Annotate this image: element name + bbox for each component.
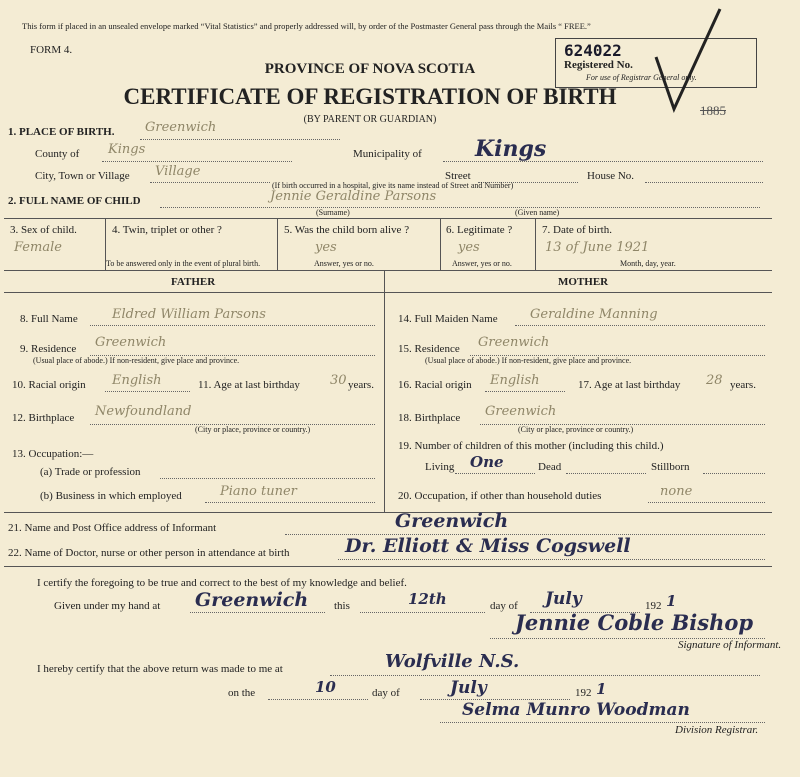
father-birthplace-value: Newfoundland bbox=[95, 404, 192, 419]
postal-notice: This form if placed in an unsealed envelope marked “Vital Statistics” and properly addressed will, by order of the Postmaster General pass through the Mails “ FREE.” bbox=[22, 21, 591, 31]
city-label: City, Town or Village bbox=[35, 170, 130, 182]
registrar-signature: Selma Munro Woodman bbox=[462, 700, 690, 720]
twin-label: 4. Twin, triplet or other ? bbox=[112, 224, 222, 236]
mother-age-value: 28 bbox=[706, 373, 723, 388]
born-alive-label: 5. Was the child born alive ? bbox=[284, 224, 410, 236]
father-age-label: 11. Age at last birthday bbox=[198, 379, 300, 391]
sex-value: Female bbox=[14, 240, 62, 255]
father-business-label: (b) Business in which employed bbox=[40, 490, 182, 502]
father-years-label: years. bbox=[348, 379, 374, 391]
registrar-year-prefix: 192 bbox=[575, 687, 592, 699]
sex-label: 3. Sex of child. bbox=[10, 224, 77, 236]
given-month-value: July bbox=[545, 589, 582, 609]
born-alive-value: yes bbox=[315, 240, 337, 255]
living-value: One bbox=[470, 453, 504, 471]
mother-name-label: 14. Full Maiden Name bbox=[398, 313, 498, 325]
municipality-label: Municipality of bbox=[353, 148, 422, 160]
father-racial-value: English bbox=[112, 373, 162, 388]
margin-mark: 1885 bbox=[700, 103, 726, 118]
father-racial-label: 10. Racial origin bbox=[12, 379, 86, 391]
father-trade-label: (a) Trade or profession bbox=[40, 466, 141, 478]
given-name-caption: (Given name) bbox=[515, 208, 560, 217]
mother-birthplace-label: 18. Birthplace bbox=[398, 412, 461, 424]
father-residence-value: Greenwich bbox=[95, 335, 167, 350]
stillborn-label: Stillborn bbox=[651, 461, 690, 473]
registrar-use-note: For use of Registrar General only. bbox=[586, 73, 697, 82]
father-birthplace-label: 12. Birthplace bbox=[12, 412, 75, 424]
given-year-digit: 1 bbox=[666, 592, 677, 610]
father-occupation-label: 13. Occupation:— bbox=[12, 448, 94, 460]
form-number: FORM 4. bbox=[30, 44, 73, 56]
legitimate-label: 6. Legitimate ? bbox=[446, 224, 513, 236]
surname-caption: (Surname) bbox=[316, 208, 350, 217]
check-mark bbox=[650, 5, 725, 120]
legitimate-value: yes bbox=[458, 240, 480, 255]
informant-label: 21. Name and Post Office address of Informant bbox=[8, 522, 217, 534]
child-name-label: 2. FULL NAME OF CHILD bbox=[8, 195, 141, 207]
hospital-note: (If birth occurred in a hospital, give its name instead of Street and Number) bbox=[272, 181, 514, 190]
registered-no-label: Registered No. bbox=[564, 59, 633, 71]
mother-birthplace-note: (City or place, province or country.) bbox=[518, 425, 634, 434]
given-under-label: Given under my hand at bbox=[54, 600, 161, 612]
dob-note: Month, day, year. bbox=[620, 259, 676, 268]
street-label: Street bbox=[445, 170, 471, 182]
city-value: Village bbox=[155, 164, 201, 179]
registration-number: 624022 bbox=[564, 41, 622, 60]
father-residence-label: 9. Residence bbox=[20, 343, 77, 355]
father-age-value: 30 bbox=[330, 373, 347, 388]
father-business-value: Piano tuner bbox=[220, 484, 297, 499]
county-value: Kings bbox=[108, 142, 146, 157]
mother-residence-note: (Usual place of abode.) If non-resident, give place and province. bbox=[425, 356, 632, 365]
born-alive-note: Answer, yes or no. bbox=[314, 259, 374, 268]
mother-racial-value: English bbox=[490, 373, 540, 388]
legitimate-note: Answer, yes or no. bbox=[452, 259, 512, 268]
father-residence-note: (Usual place of abode.) If non-resident, give place and province. bbox=[33, 356, 240, 365]
given-place-value: Greenwich bbox=[195, 589, 309, 611]
registrar-place-value: Wolfville N.S. bbox=[385, 651, 520, 672]
child-name-value: Jennie Geraldine Parsons bbox=[270, 189, 437, 204]
registrar-statement: I hereby certify that the above return was made to me at bbox=[37, 663, 283, 675]
father-name-label: 8. Full Name bbox=[20, 313, 78, 325]
registrar-day-of-label: day of bbox=[372, 687, 400, 699]
mother-name-value: Geraldine Manning bbox=[530, 307, 658, 322]
certify-statement: I certify the foregoing to be true and correct to the best of my knowledge and belief. bbox=[37, 577, 407, 589]
registrar-year-digit: 1 bbox=[596, 680, 607, 698]
mother-heading: MOTHER bbox=[558, 276, 609, 288]
dead-label: Dead bbox=[538, 461, 562, 473]
doctor-value: Dr. Elliott & Miss Cogswell bbox=[345, 535, 631, 557]
this-label: this bbox=[334, 600, 350, 612]
certificate-title: CERTIFICATE OF REGISTRATION OF BIRTH bbox=[123, 84, 617, 109]
house-no-label: House No. bbox=[587, 170, 635, 182]
registrar-on-the-label: on the bbox=[228, 687, 256, 699]
mother-years-label: years. bbox=[730, 379, 756, 391]
twin-note: To be answered only in the event of plural birth. bbox=[106, 259, 261, 268]
county-label: County of bbox=[35, 148, 80, 160]
father-name-value: Eldred William Parsons bbox=[112, 307, 266, 322]
mother-birthplace-value: Greenwich bbox=[485, 404, 557, 419]
children-count-label: 19. Number of children of this mother (including this child.) bbox=[398, 440, 664, 452]
father-birthplace-note: (City or place, province or country.) bbox=[195, 425, 311, 434]
father-heading: FATHER bbox=[171, 276, 216, 288]
doctor-label: 22. Name of Doctor, nurse or other person in attendance at birth bbox=[8, 547, 290, 559]
place-of-birth-label: 1. PLACE OF BIRTH. bbox=[8, 126, 115, 138]
municipality-value: Kings bbox=[475, 136, 547, 162]
mother-occupation-label: 20. Occupation, if other than household duties bbox=[398, 490, 602, 502]
given-year-prefix: 192 bbox=[645, 600, 662, 612]
informant-value: Greenwich bbox=[395, 510, 509, 532]
dob-label: 7. Date of birth. bbox=[542, 224, 612, 236]
registrar-caption: Division Registrar. bbox=[675, 724, 759, 736]
registrar-day-value: 10 bbox=[315, 678, 336, 696]
given-day-value: 12th bbox=[408, 590, 447, 608]
mother-racial-label: 16. Racial origin bbox=[398, 379, 472, 391]
living-label: Living bbox=[425, 461, 455, 473]
registrar-month-value: July bbox=[450, 678, 487, 698]
province-heading: PROVINCE OF NOVA SCOTIA bbox=[264, 61, 476, 77]
informant-signature: Jennie Coble Bishop bbox=[515, 610, 754, 635]
mother-residence-label: 15. Residence bbox=[398, 343, 460, 355]
mother-occupation-value: none bbox=[660, 484, 693, 499]
dob-value: 13 of June 1921 bbox=[545, 240, 650, 255]
place-of-birth-value: Greenwich bbox=[145, 120, 217, 135]
mother-age-label: 17. Age at last birthday bbox=[578, 379, 681, 391]
given-day-of-label: day of bbox=[490, 600, 518, 612]
informant-signature-caption: Signature of Informant. bbox=[678, 639, 782, 651]
mother-residence-value: Greenwich bbox=[478, 335, 550, 350]
certificate-subtitle: (BY PARENT OR GUARDIAN) bbox=[303, 114, 437, 125]
